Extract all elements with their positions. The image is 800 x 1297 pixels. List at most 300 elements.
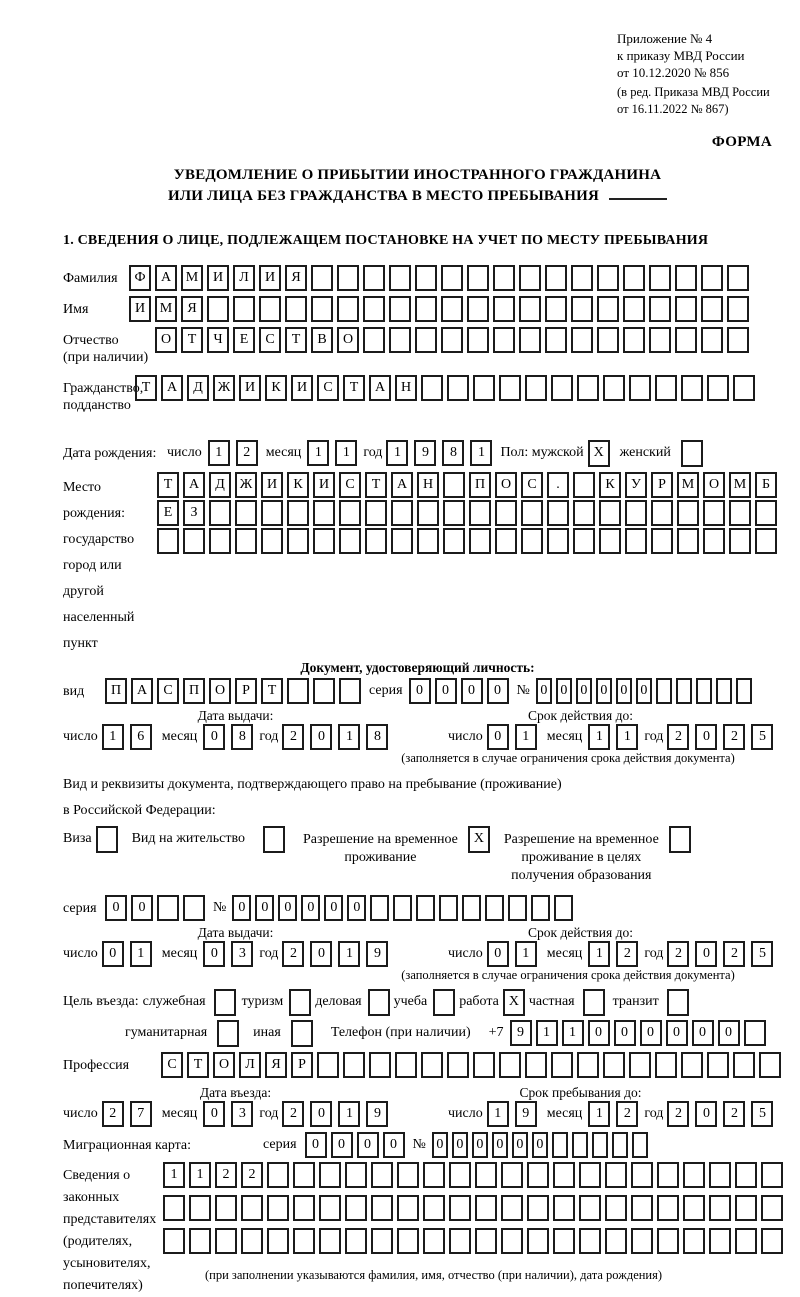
- char-cell[interactable]: [467, 296, 489, 322]
- char-cell[interactable]: [735, 1195, 757, 1221]
- residence-permit-checkbox[interactable]: [263, 826, 285, 853]
- char-cell[interactable]: 1: [335, 440, 357, 466]
- char-cell[interactable]: [183, 895, 205, 921]
- char-cell[interactable]: [345, 1228, 367, 1254]
- char-cell[interactable]: [267, 1195, 289, 1221]
- char-cell[interactable]: 0: [331, 1132, 353, 1158]
- char-cell[interactable]: [525, 1052, 547, 1078]
- char-cell[interactable]: [553, 1228, 575, 1254]
- char-cell[interactable]: [755, 528, 777, 554]
- char-cell[interactable]: [573, 500, 595, 526]
- char-cell[interactable]: А: [369, 375, 391, 401]
- char-cell[interactable]: С: [317, 375, 339, 401]
- char-cell[interactable]: [423, 1195, 445, 1221]
- char-cell[interactable]: [241, 1228, 263, 1254]
- char-cell[interactable]: [703, 528, 725, 554]
- char-cell[interactable]: 1: [616, 724, 638, 750]
- char-cell[interactable]: 9: [414, 440, 436, 466]
- char-cell[interactable]: [696, 678, 712, 704]
- char-cell[interactable]: [573, 528, 595, 554]
- char-cell[interactable]: 0: [695, 1101, 717, 1127]
- char-cell[interactable]: 1: [163, 1162, 185, 1188]
- char-cell[interactable]: [449, 1228, 471, 1254]
- char-cell[interactable]: [675, 327, 697, 353]
- char-cell[interactable]: [554, 895, 573, 921]
- char-cell[interactable]: 2: [236, 440, 258, 466]
- char-cell[interactable]: [287, 528, 309, 554]
- char-cell[interactable]: [605, 1162, 627, 1188]
- char-cell[interactable]: 1: [562, 1020, 584, 1046]
- char-cell[interactable]: [683, 1228, 705, 1254]
- char-cell[interactable]: [495, 500, 517, 526]
- char-cell[interactable]: С: [521, 472, 543, 498]
- char-cell[interactable]: И: [129, 296, 151, 322]
- char-cell[interactable]: [319, 1195, 341, 1221]
- char-cell[interactable]: Ж: [213, 375, 235, 401]
- char-cell[interactable]: Т: [261, 678, 283, 704]
- char-cell[interactable]: [475, 1195, 497, 1221]
- char-cell[interactable]: Я: [265, 1052, 287, 1078]
- char-cell[interactable]: [501, 1228, 523, 1254]
- char-cell[interactable]: Н: [395, 375, 417, 401]
- char-cell[interactable]: [449, 1195, 471, 1221]
- char-cell[interactable]: [605, 1228, 627, 1254]
- char-cell[interactable]: Р: [651, 472, 673, 498]
- char-cell[interactable]: [579, 1195, 601, 1221]
- char-cell[interactable]: 0: [461, 678, 483, 704]
- char-cell[interactable]: [649, 265, 671, 291]
- char-cell[interactable]: [501, 1195, 523, 1221]
- char-cell[interactable]: [293, 1162, 315, 1188]
- char-cell[interactable]: 0: [203, 724, 225, 750]
- char-cell[interactable]: [495, 528, 517, 554]
- char-cell[interactable]: 0: [532, 1132, 548, 1158]
- char-cell[interactable]: Т: [181, 327, 203, 353]
- char-cell[interactable]: [577, 375, 599, 401]
- char-cell[interactable]: М: [677, 472, 699, 498]
- char-cell[interactable]: [421, 375, 443, 401]
- char-cell[interactable]: [733, 375, 755, 401]
- char-cell[interactable]: [209, 528, 231, 554]
- char-cell[interactable]: [531, 895, 550, 921]
- char-cell[interactable]: 0: [347, 895, 366, 921]
- char-cell[interactable]: [395, 1052, 417, 1078]
- purpose-other-checkbox[interactable]: [291, 1020, 313, 1047]
- char-cell[interactable]: 9: [510, 1020, 532, 1046]
- char-cell[interactable]: [623, 327, 645, 353]
- char-cell[interactable]: [545, 265, 567, 291]
- char-cell[interactable]: Я: [181, 296, 203, 322]
- char-cell[interactable]: О: [703, 472, 725, 498]
- char-cell[interactable]: [363, 265, 385, 291]
- char-cell[interactable]: У: [625, 472, 647, 498]
- char-cell[interactable]: И: [259, 265, 281, 291]
- char-cell[interactable]: [761, 1228, 783, 1254]
- char-cell[interactable]: [475, 1162, 497, 1188]
- char-cell[interactable]: 1: [588, 1101, 610, 1127]
- char-cell[interactable]: [287, 500, 309, 526]
- char-cell[interactable]: 0: [131, 895, 153, 921]
- char-cell[interactable]: Т: [365, 472, 387, 498]
- char-cell[interactable]: 9: [366, 941, 388, 967]
- char-cell[interactable]: Т: [135, 375, 157, 401]
- char-cell[interactable]: [293, 1228, 315, 1254]
- char-cell[interactable]: А: [183, 472, 205, 498]
- char-cell[interactable]: [631, 1195, 653, 1221]
- char-cell[interactable]: [677, 500, 699, 526]
- char-cell[interactable]: 2: [282, 724, 304, 750]
- char-cell[interactable]: [599, 528, 621, 554]
- char-cell[interactable]: 0: [432, 1132, 448, 1158]
- char-cell[interactable]: Р: [291, 1052, 313, 1078]
- char-cell[interactable]: 0: [203, 1101, 225, 1127]
- char-cell[interactable]: [716, 678, 732, 704]
- char-cell[interactable]: [293, 1195, 315, 1221]
- char-cell[interactable]: [727, 296, 749, 322]
- char-cell[interactable]: 0: [692, 1020, 714, 1046]
- char-cell[interactable]: [339, 678, 361, 704]
- char-cell[interactable]: [267, 1228, 289, 1254]
- char-cell[interactable]: Н: [417, 472, 439, 498]
- char-cell[interactable]: [233, 296, 255, 322]
- char-cell[interactable]: [319, 1162, 341, 1188]
- char-cell[interactable]: [612, 1132, 628, 1158]
- char-cell[interactable]: 2: [667, 941, 689, 967]
- char-cell[interactable]: [467, 327, 489, 353]
- char-cell[interactable]: [389, 327, 411, 353]
- char-cell[interactable]: [415, 327, 437, 353]
- char-cell[interactable]: Л: [239, 1052, 261, 1078]
- char-cell[interactable]: П: [469, 472, 491, 498]
- char-cell[interactable]: [397, 1228, 419, 1254]
- char-cell[interactable]: [423, 1228, 445, 1254]
- char-cell[interactable]: 3: [231, 1101, 253, 1127]
- char-cell[interactable]: 0: [487, 941, 509, 967]
- char-cell[interactable]: [701, 296, 723, 322]
- char-cell[interactable]: С: [157, 678, 179, 704]
- char-cell[interactable]: 1: [189, 1162, 211, 1188]
- char-cell[interactable]: О: [213, 1052, 235, 1078]
- char-cell[interactable]: [709, 1195, 731, 1221]
- char-cell[interactable]: [733, 1052, 755, 1078]
- char-cell[interactable]: [319, 1228, 341, 1254]
- char-cell[interactable]: [577, 1052, 599, 1078]
- purpose-humanitarian-checkbox[interactable]: [217, 1020, 239, 1047]
- char-cell[interactable]: 2: [723, 941, 745, 967]
- char-cell[interactable]: 1: [307, 440, 329, 466]
- char-cell[interactable]: 0: [435, 678, 457, 704]
- char-cell[interactable]: [551, 1052, 573, 1078]
- char-cell[interactable]: [365, 500, 387, 526]
- char-cell[interactable]: 1: [338, 724, 360, 750]
- char-cell[interactable]: 1: [130, 941, 152, 967]
- char-cell[interactable]: 1: [515, 941, 537, 967]
- char-cell[interactable]: 7: [130, 1101, 152, 1127]
- char-cell[interactable]: Т: [285, 327, 307, 353]
- char-cell[interactable]: 0: [305, 1132, 327, 1158]
- char-cell[interactable]: 8: [366, 724, 388, 750]
- char-cell[interactable]: [391, 500, 413, 526]
- char-cell[interactable]: [707, 1052, 729, 1078]
- char-cell[interactable]: [631, 1228, 653, 1254]
- char-cell[interactable]: 2: [667, 1101, 689, 1127]
- char-cell[interactable]: [339, 500, 361, 526]
- char-cell[interactable]: [527, 1195, 549, 1221]
- char-cell[interactable]: [345, 1162, 367, 1188]
- char-cell[interactable]: [571, 296, 593, 322]
- char-cell[interactable]: [449, 1162, 471, 1188]
- char-cell[interactable]: 9: [515, 1101, 537, 1127]
- char-cell[interactable]: [443, 500, 465, 526]
- char-cell[interactable]: [371, 1228, 393, 1254]
- char-cell[interactable]: [761, 1162, 783, 1188]
- char-cell[interactable]: 1: [386, 440, 408, 466]
- char-cell[interactable]: И: [261, 472, 283, 498]
- char-cell[interactable]: [729, 528, 751, 554]
- char-cell[interactable]: [592, 1132, 608, 1158]
- char-cell[interactable]: Я: [285, 265, 307, 291]
- char-cell[interactable]: [651, 500, 673, 526]
- char-cell[interactable]: [285, 296, 307, 322]
- edu-residence-checkbox[interactable]: [669, 826, 691, 853]
- char-cell[interactable]: [397, 1195, 419, 1221]
- char-cell[interactable]: 2: [215, 1162, 237, 1188]
- char-cell[interactable]: [267, 1162, 289, 1188]
- char-cell[interactable]: М: [155, 296, 177, 322]
- char-cell[interactable]: И: [239, 375, 261, 401]
- char-cell[interactable]: [625, 500, 647, 526]
- char-cell[interactable]: 0: [718, 1020, 740, 1046]
- char-cell[interactable]: [337, 265, 359, 291]
- char-cell[interactable]: [499, 375, 521, 401]
- char-cell[interactable]: [235, 528, 257, 554]
- char-cell[interactable]: 0: [278, 895, 297, 921]
- char-cell[interactable]: 9: [366, 1101, 388, 1127]
- char-cell[interactable]: [443, 472, 465, 498]
- char-cell[interactable]: 1: [588, 724, 610, 750]
- char-cell[interactable]: 1: [208, 440, 230, 466]
- char-cell[interactable]: [416, 895, 435, 921]
- char-cell[interactable]: 0: [556, 678, 572, 704]
- char-cell[interactable]: [675, 265, 697, 291]
- char-cell[interactable]: О: [155, 327, 177, 353]
- char-cell[interactable]: 0: [695, 941, 717, 967]
- char-cell[interactable]: 2: [616, 1101, 638, 1127]
- char-cell[interactable]: 0: [695, 724, 717, 750]
- char-cell[interactable]: [707, 375, 729, 401]
- char-cell[interactable]: 2: [282, 941, 304, 967]
- char-cell[interactable]: 0: [232, 895, 251, 921]
- char-cell[interactable]: [415, 296, 437, 322]
- char-cell[interactable]: [311, 296, 333, 322]
- char-cell[interactable]: [499, 1052, 521, 1078]
- char-cell[interactable]: [657, 1228, 679, 1254]
- char-cell[interactable]: [597, 296, 619, 322]
- char-cell[interactable]: [363, 296, 385, 322]
- char-cell[interactable]: [681, 375, 703, 401]
- char-cell[interactable]: 0: [310, 1101, 332, 1127]
- char-cell[interactable]: Т: [157, 472, 179, 498]
- char-cell[interactable]: [655, 1052, 677, 1078]
- char-cell[interactable]: 6: [130, 724, 152, 750]
- char-cell[interactable]: 0: [512, 1132, 528, 1158]
- char-cell[interactable]: 0: [409, 678, 431, 704]
- char-cell[interactable]: [681, 1052, 703, 1078]
- char-cell[interactable]: [527, 1162, 549, 1188]
- char-cell[interactable]: С: [161, 1052, 183, 1078]
- char-cell[interactable]: [447, 1052, 469, 1078]
- char-cell[interactable]: 2: [102, 1101, 124, 1127]
- char-cell[interactable]: [391, 528, 413, 554]
- char-cell[interactable]: [579, 1162, 601, 1188]
- char-cell[interactable]: [735, 1228, 757, 1254]
- sex-male-checkbox[interactable]: X: [588, 440, 610, 467]
- char-cell[interactable]: [508, 895, 527, 921]
- purpose-business-checkbox[interactable]: [368, 989, 390, 1016]
- char-cell[interactable]: [597, 265, 619, 291]
- char-cell[interactable]: [755, 500, 777, 526]
- char-cell[interactable]: Д: [209, 472, 231, 498]
- char-cell[interactable]: В: [311, 327, 333, 353]
- char-cell[interactable]: [207, 296, 229, 322]
- char-cell[interactable]: [683, 1162, 705, 1188]
- char-cell[interactable]: 2: [667, 724, 689, 750]
- char-cell[interactable]: [709, 1228, 731, 1254]
- char-cell[interactable]: 1: [338, 1101, 360, 1127]
- char-cell[interactable]: [417, 500, 439, 526]
- char-cell[interactable]: 2: [241, 1162, 263, 1188]
- char-cell[interactable]: [261, 500, 283, 526]
- char-cell[interactable]: [683, 1195, 705, 1221]
- char-cell[interactable]: [736, 678, 752, 704]
- char-cell[interactable]: [629, 375, 651, 401]
- temp-residence-checkbox[interactable]: X: [468, 826, 490, 853]
- char-cell[interactable]: [599, 500, 621, 526]
- char-cell[interactable]: [447, 375, 469, 401]
- char-cell[interactable]: А: [161, 375, 183, 401]
- char-cell[interactable]: [157, 528, 179, 554]
- char-cell[interactable]: [519, 327, 541, 353]
- char-cell[interactable]: [527, 1228, 549, 1254]
- char-cell[interactable]: [573, 472, 595, 498]
- char-cell[interactable]: [345, 1195, 367, 1221]
- char-cell[interactable]: [313, 678, 335, 704]
- char-cell[interactable]: 0: [588, 1020, 610, 1046]
- char-cell[interactable]: 8: [231, 724, 253, 750]
- char-cell[interactable]: [571, 265, 593, 291]
- char-cell[interactable]: К: [287, 472, 309, 498]
- char-cell[interactable]: 3: [231, 941, 253, 967]
- char-cell[interactable]: [597, 327, 619, 353]
- char-cell[interactable]: [287, 678, 309, 704]
- purpose-study-checkbox[interactable]: [433, 989, 455, 1016]
- char-cell[interactable]: 5: [751, 724, 773, 750]
- char-cell[interactable]: [469, 500, 491, 526]
- char-cell[interactable]: 2: [723, 724, 745, 750]
- char-cell[interactable]: [493, 265, 515, 291]
- char-cell[interactable]: [215, 1195, 237, 1221]
- char-cell[interactable]: [473, 1052, 495, 1078]
- char-cell[interactable]: 1: [487, 1101, 509, 1127]
- char-cell[interactable]: 0: [203, 941, 225, 967]
- char-cell[interactable]: [189, 1195, 211, 1221]
- char-cell[interactable]: К: [599, 472, 621, 498]
- char-cell[interactable]: Е: [157, 500, 179, 526]
- char-cell[interactable]: [603, 1052, 625, 1078]
- char-cell[interactable]: 1: [536, 1020, 558, 1046]
- char-cell[interactable]: К: [265, 375, 287, 401]
- char-cell[interactable]: 0: [640, 1020, 662, 1046]
- char-cell[interactable]: [369, 1052, 391, 1078]
- char-cell[interactable]: Б: [755, 472, 777, 498]
- visa-checkbox[interactable]: [96, 826, 118, 853]
- char-cell[interactable]: М: [181, 265, 203, 291]
- char-cell[interactable]: [397, 1162, 419, 1188]
- char-cell[interactable]: 0: [383, 1132, 405, 1158]
- char-cell[interactable]: [547, 528, 569, 554]
- char-cell[interactable]: 5: [751, 941, 773, 967]
- char-cell[interactable]: [571, 327, 593, 353]
- char-cell[interactable]: [235, 500, 257, 526]
- char-cell[interactable]: [727, 327, 749, 353]
- char-cell[interactable]: [629, 1052, 651, 1078]
- purpose-official-checkbox[interactable]: [214, 989, 236, 1016]
- char-cell[interactable]: [215, 1228, 237, 1254]
- char-cell[interactable]: [519, 296, 541, 322]
- char-cell[interactable]: [209, 500, 231, 526]
- char-cell[interactable]: [259, 296, 281, 322]
- char-cell[interactable]: [441, 265, 463, 291]
- char-cell[interactable]: .: [547, 472, 569, 498]
- char-cell[interactable]: [441, 296, 463, 322]
- char-cell[interactable]: [501, 1162, 523, 1188]
- char-cell[interactable]: [623, 265, 645, 291]
- char-cell[interactable]: 1: [338, 941, 360, 967]
- char-cell[interactable]: [441, 327, 463, 353]
- char-cell[interactable]: 0: [255, 895, 274, 921]
- char-cell[interactable]: 2: [616, 941, 638, 967]
- char-cell[interactable]: 0: [310, 941, 332, 967]
- char-cell[interactable]: [605, 1195, 627, 1221]
- char-cell[interactable]: [439, 895, 458, 921]
- char-cell[interactable]: 2: [723, 1101, 745, 1127]
- char-cell[interactable]: [473, 375, 495, 401]
- char-cell[interactable]: [371, 1162, 393, 1188]
- char-cell[interactable]: [389, 296, 411, 322]
- char-cell[interactable]: [677, 528, 699, 554]
- char-cell[interactable]: Д: [187, 375, 209, 401]
- char-cell[interactable]: 0: [576, 678, 592, 704]
- char-cell[interactable]: Т: [187, 1052, 209, 1078]
- char-cell[interactable]: О: [337, 327, 359, 353]
- char-cell[interactable]: [493, 296, 515, 322]
- char-cell[interactable]: 1: [588, 941, 610, 967]
- char-cell[interactable]: Т: [343, 375, 365, 401]
- char-cell[interactable]: Р: [235, 678, 257, 704]
- char-cell[interactable]: А: [155, 265, 177, 291]
- char-cell[interactable]: [552, 1132, 568, 1158]
- char-cell[interactable]: 0: [105, 895, 127, 921]
- char-cell[interactable]: [553, 1195, 575, 1221]
- char-cell[interactable]: 0: [452, 1132, 468, 1158]
- char-cell[interactable]: 0: [536, 678, 552, 704]
- char-cell[interactable]: 0: [102, 941, 124, 967]
- char-cell[interactable]: [443, 528, 465, 554]
- char-cell[interactable]: [393, 895, 412, 921]
- char-cell[interactable]: 0: [301, 895, 320, 921]
- purpose-private-checkbox[interactable]: [583, 989, 605, 1016]
- char-cell[interactable]: [467, 265, 489, 291]
